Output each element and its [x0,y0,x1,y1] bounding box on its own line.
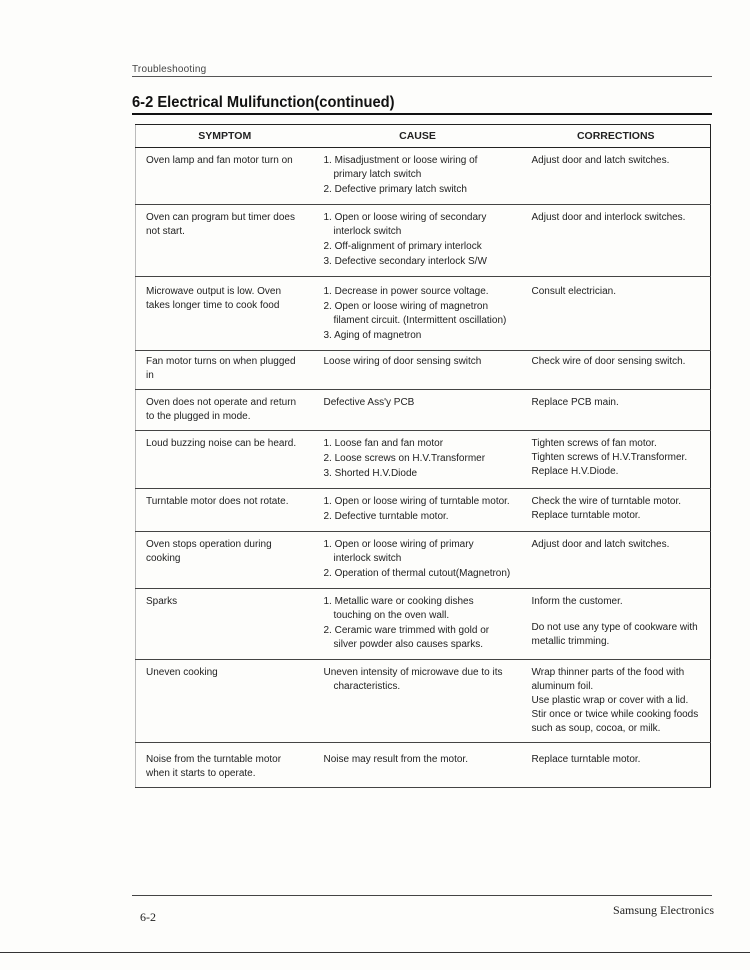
page-number: 6-2 [140,910,156,924]
corrections-cell [522,489,711,532]
correction-item: Wrap thinner parts of the food with aluminum foil. [531,667,685,692]
cause-item: 1. Loose fan and fan motor [323,438,444,449]
symptom-cell: Noise from the turntable motor when it starts to operate. [136,743,314,788]
scan-edge-rule [0,952,750,953]
cause-item: 1. Open or loose wiring of secondary interlock switch [323,212,487,237]
cause-item: Noise may result from the motor. [323,754,468,765]
correction-item: Adjust door and interlock switches. [531,212,686,223]
cause-cell [314,589,522,660]
table-row [136,489,711,532]
cause-cell [314,390,522,431]
symptom-cell: Loud buzzing noise can be heard. [136,431,314,489]
corrections-cell [522,390,711,431]
column-header-corrections: CORRECTIONS [522,125,711,148]
cause-cell [314,351,522,390]
cause-item: 2. Operation of thermal cutout(Magnetron) [323,568,511,579]
correction-item: Replace turntable motor. [531,754,641,765]
cause-list [324,355,512,369]
cause-list [324,538,512,581]
symptom-cell: Oven does not operate and return to the plugged in mode. [136,390,314,431]
corrections-cell [522,351,711,390]
cause-item: 2. Defective primary latch switch [323,184,467,195]
cause-list [324,437,512,481]
table-row [136,148,711,205]
table-row [136,743,711,788]
table-row [136,532,711,589]
column-header-cause: CAUSE [314,125,522,148]
company-name: Samsung Electronics [613,903,714,917]
cause-cell [314,532,522,589]
correction-item: Replace H.V.Diode. [531,466,619,477]
correction-item: Check wire of door sensing switch. [531,356,686,367]
corrections-cell [522,431,711,489]
cause-cell [314,205,522,277]
cause-item: 2. Defective turntable motor. [323,511,449,522]
cause-item: 2. Off-alignment of primary interlock [323,241,482,252]
cause-cell [314,148,522,205]
cause-list [324,285,512,343]
cause-cell [314,277,522,351]
table-row [136,589,711,660]
correction-item: Adjust door and latch switches. [531,155,670,166]
table-row [136,205,711,277]
cause-list [324,595,512,652]
cause-item: 1. Metallic ware or cooking dishes touching on the oven wall. [323,596,474,621]
cause-item: Defective Ass'y PCB [323,397,415,408]
correction-item: Do not use any type of cookware with metallic trimming. [531,622,698,647]
cause-list [324,666,512,694]
cause-cell [314,489,522,532]
correction-item: Consult electrician. [531,286,616,297]
symptom-cell: Oven stops operation during cooking [136,532,314,589]
troubleshooting-table [135,124,711,788]
symptom-cell: Turntable motor does not rotate. [136,489,314,532]
header-rule [132,76,712,77]
cause-item: 2. Ceramic ware trimmed with gold or silver powder also causes sparks. [323,625,490,650]
cause-item: 3. Shorted H.V.Diode [323,468,418,479]
cause-item: 1. Open or loose wiring of primary interlock switch [323,539,474,564]
correction-item: Use plastic wrap or cover with a lid. [531,695,689,706]
correction-item: Replace turntable motor. [531,510,641,521]
cause-list [324,396,512,410]
table-row [136,660,711,743]
corrections-cell [522,532,711,589]
table-header-row [136,125,711,148]
corrections-cell [522,660,711,743]
cause-list [324,495,512,524]
running-head: Troubleshooting [132,64,207,75]
cause-item: Uneven intensity of microwave due to its characteristics. [323,667,503,692]
correction-item: Tighten screws of H.V.Transformer. [531,452,688,463]
cause-cell [314,431,522,489]
table-row [136,431,711,489]
symptom-cell: Oven lamp and fan motor turn on [136,148,314,205]
cause-item: 3. Aging of magnetron [323,330,422,341]
column-header-symptom: SYMPTOM [136,125,314,148]
symptom-cell: Fan motor turns on when plugged in [136,351,314,390]
correction-item: Inform the customer. [531,596,623,607]
cause-item: 1. Decrease in power source voltage. [323,286,489,297]
section-title: 6-2 Electrical Mulifunction(continued) [132,94,395,111]
table-row [136,277,711,351]
table-body [136,148,711,788]
correction-item: Stir once or twice while cooking foods such as soup, cocoa, or milk. [531,709,699,734]
symptom-cell: Uneven cooking [136,660,314,743]
corrections-cell [522,277,711,351]
cause-list [324,211,512,269]
correction-item: Replace PCB main. [531,397,619,408]
correction-item: Tighten screws of fan motor. [531,438,657,449]
cause-cell [314,660,522,743]
footer-rule [132,895,712,896]
correction-item: Check the wire of turntable motor. [531,496,682,507]
corrections-cell [522,589,711,660]
corrections-cell [522,205,711,277]
corrections-cell [522,743,711,788]
symptom-cell: Oven can program but timer does not start. [136,205,314,277]
title-rule [132,113,712,115]
cause-cell [314,743,522,788]
table-row [136,351,711,390]
cause-item: Loose wiring of door sensing switch [323,356,482,367]
cause-item: 1. Open or loose wiring of turntable motor. [323,496,510,507]
corrections-cell [522,148,711,205]
cause-list [324,753,512,767]
cause-item: 3. Defective secondary interlock S/W [323,256,487,267]
cause-item: 2. Open or loose wiring of magnetron filament circuit. (Intermittent oscillation) [323,301,507,326]
cause-item: 1. Misadjustment or loose wiring of primary latch switch [323,155,478,180]
cause-item: 2. Loose screws on H.V.Transformer [323,453,486,464]
table-row [136,390,711,431]
symptom-cell: Sparks [136,589,314,660]
correction-item: Adjust door and latch switches. [531,539,670,550]
symptom-cell: Microwave output is low. Oven takes longer time to cook food [136,277,314,351]
cause-list [324,154,512,197]
